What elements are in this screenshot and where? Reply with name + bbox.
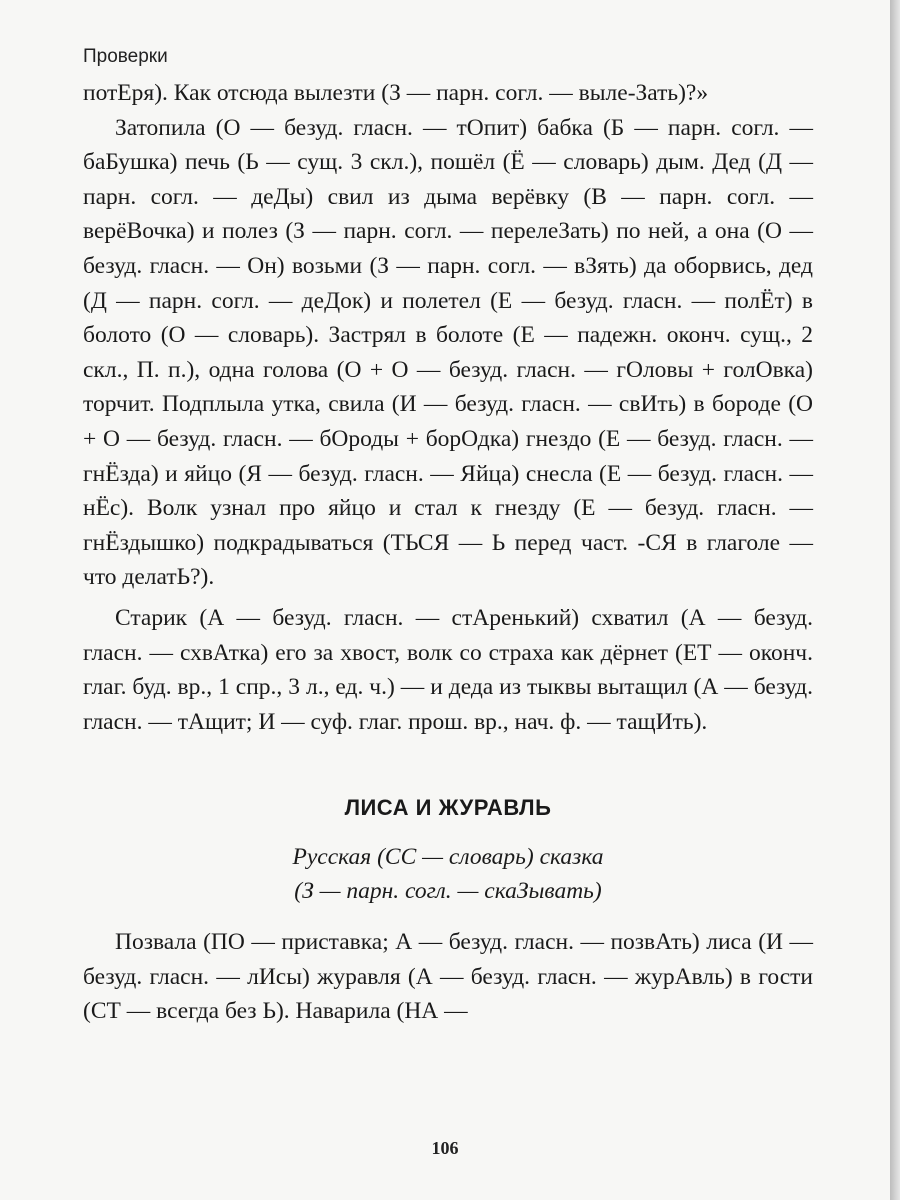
paragraph: потЕря). Как отсюда вылезти (З — парн. согл. — выле-Зать)?» (83, 80, 709, 106)
story-title: ЛИСА И ЖУРАВЛЬ (344, 795, 552, 821)
page-number: 106 (431, 1138, 459, 1158)
story-subtitle-note: (З — парн. согл. — скаЗывать) (294, 878, 602, 905)
paragraph: Старик (А — безуд. гласн. — стАренький) схватил (А — безуд. гласн. — схвАтка) его за хвост, волк со страха как дёрнет (ЕТ — оконч. глаг. буд. вр., 1 спр., 3 л., ед. ч.) — и деда из тыквы вытащил (А — безуд. гласн. — тАщит; И — суф. глаг. прош. вр., нач. ф. — тащИть). (83, 604, 813, 735)
paragraph: Затопила (О — безуд. гласн. — тОпит) бабка (Б — парн. согл. — баБушка) печь (Ь — сущ. 3 скл.), пошёл (Ё — словарь) дым. Дед (Д — парн. согл. — деДы) свил из дыма верёвку (В — парн. согл. — верёВочка) и полез (З — парн. согл. — перелеЗать) по ней, а она (О — безуд. гласн. — Он) возьми (З — парн. согл. — вЗять) да оборвись, дед (Д — парн. согл. — деДок) и полетел (Е — безуд. гласн. — полЁт) в болото (О — словарь). Застрял в болоте (Е — падежн. оконч. сущ., 2 скл., П. п.), одна голова (О + О — безуд. гласн. — гОловы + голОвка) торчит. Подплыла утка, свила (И — безуд. гласн. — свИть) в бороде (О + О — безуд. гласн. — бОроды + борОдка) гнездо (Е — безуд. гласн. — гнЁзда) и яйцо (Я — безуд. гласн. — Яйца) снесла (Е — безуд. гласн. — нЁс). Волк узнал про яйцо и стал к гнезду (Е — безуд. гласн. — гнЁздышко) подкрадываться (ТЬСЯ — Ь перед част. -СЯ в глаголе — что делатЬ?). (83, 114, 813, 591)
page-text (83, 76, 813, 1029)
story-subtitle: Русская (СС — словарь) сказка (292, 843, 604, 870)
running-head: Проверки (83, 46, 168, 67)
page-edge (890, 0, 900, 1200)
paragraph: Позвала (ПО — приставка; А — безуд. гласн. — позвАть) лиса (И — безуд. гласн. — лИсы) журавля (А — безуд. гласн. — журАвль) в гости (СТ — всегда без Ь). Наварила (НА — (83, 929, 813, 1025)
